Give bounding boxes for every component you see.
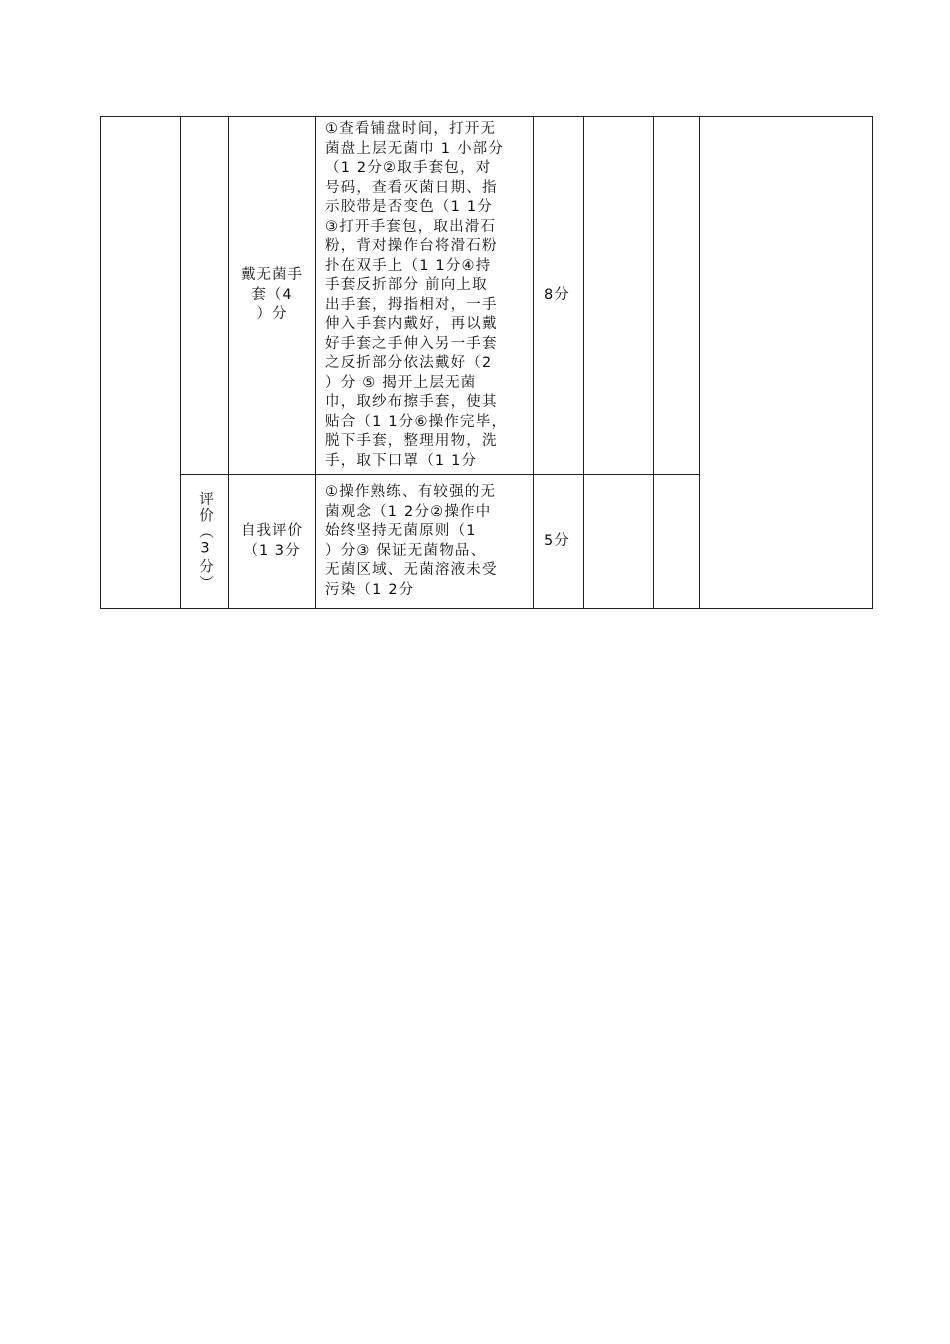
empty-cell-col8 — [700, 117, 873, 609]
desc-line: 巾，取纱布擦手套，使其 — [325, 394, 498, 410]
item-name-self-eval — [229, 475, 316, 609]
desc-line: ）分 ⑤ 揭开上层无菌 — [325, 374, 477, 391]
desc-line: 菌观念（1 2分②操作中 — [325, 503, 492, 520]
item-name-line: 戴无菌手 — [241, 267, 303, 284]
desc-line: 始终坚持无菌原则（1 — [325, 523, 477, 539]
empty-cell-col1 — [101, 117, 181, 609]
item-name-line: ）分 — [256, 306, 288, 323]
desc-line: 菌盘上层无菌巾 1 小部分 — [325, 140, 505, 157]
item-description-gloves — [316, 117, 534, 475]
score-self-eval: 5分 — [534, 475, 584, 609]
desc-line: 号码，查看灭菌日期、指 — [325, 179, 498, 196]
item-name-gloves — [229, 117, 316, 475]
table-row-gloves — [101, 117, 873, 475]
desc-line: ③打开手套包，取出滑石 — [325, 218, 497, 235]
desc-line: 手套反折部分 前向上取 — [325, 277, 488, 293]
desc-line: ①操作熟练、有较强的无 — [325, 484, 497, 500]
item-name-line: 自我评价 — [241, 523, 303, 539]
desc-line: 扑在双手上（1 1分④持 — [325, 257, 492, 274]
desc-line: ）分③ 保证无菌物品、 — [325, 542, 487, 559]
empty-cell-col6 — [584, 117, 654, 475]
empty-cell-col6 — [584, 475, 654, 609]
category-evaluation — [181, 475, 229, 609]
desc-line: 伸入手套内戴好，再以戴 — [325, 316, 498, 332]
desc-line: （1 2分②取手套包，对 — [325, 160, 492, 176]
desc-line: 粉，背对操作台将滑石粉 — [325, 238, 498, 254]
desc-line: 脱下手套，整理用物，洗 — [325, 433, 498, 449]
desc-line: 好手套之手伸入另一手套 — [325, 335, 498, 352]
item-name-line: （1 3分 — [243, 542, 301, 559]
desc-line: 示胶带是否变色（1 1分 — [325, 199, 493, 215]
desc-line: 污染（1 2分 — [325, 581, 415, 598]
item-name-line: 套（4 — [251, 286, 293, 303]
empty-cell-category — [181, 117, 229, 475]
empty-cell-col7 — [654, 117, 700, 475]
desc-line: 无菌区域、无菌溶液未受 — [325, 562, 498, 578]
desc-line: ①查看铺盘时间，打开无 — [325, 121, 497, 137]
desc-line: 贴合（1 1分⑥操作完毕， — [325, 413, 508, 430]
desc-line: 手，取下口罩（1 1分 — [325, 452, 478, 469]
scoring-table — [100, 116, 873, 609]
item-description-self-eval — [316, 475, 534, 609]
desc-line: 出手套，拇指相对，一手 — [325, 296, 498, 313]
category-label: 评价（3分） — [197, 491, 213, 592]
empty-cell-col7 — [654, 475, 700, 609]
score-gloves: 8分 — [534, 117, 584, 475]
desc-line: 之反折部分依法戴好（2 — [325, 355, 493, 371]
